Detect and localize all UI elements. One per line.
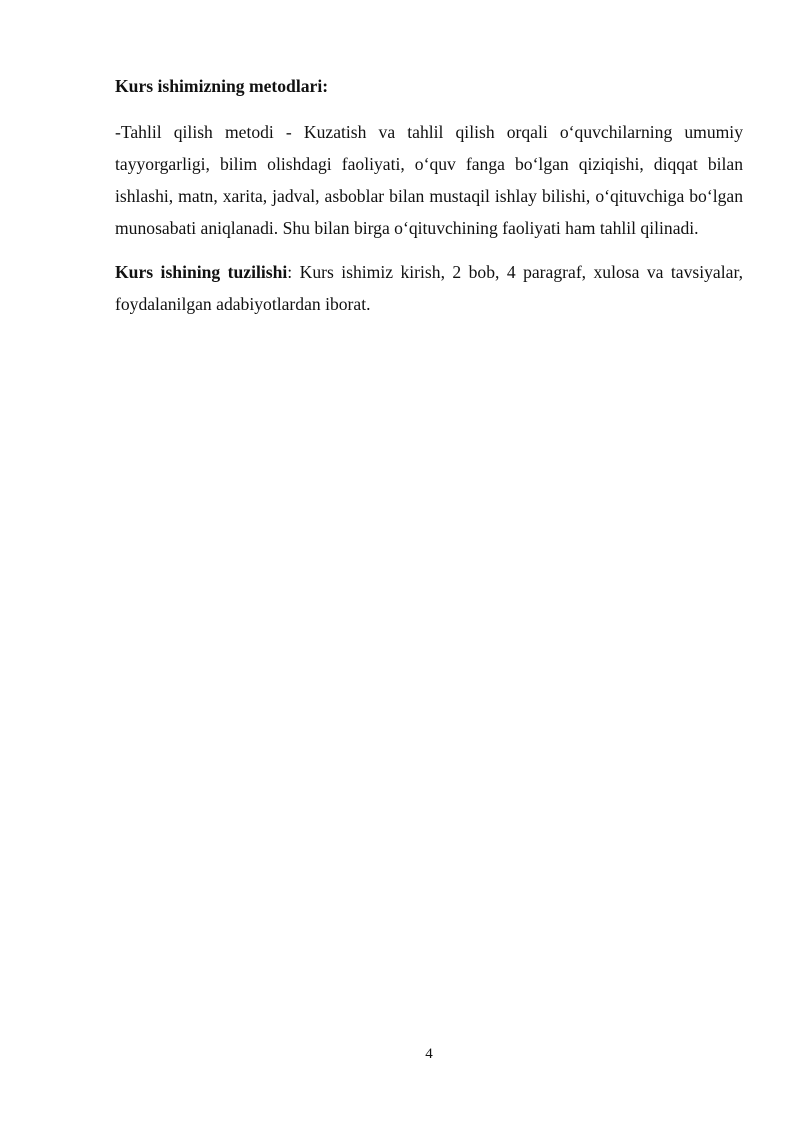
structure-paragraph [115,256,743,320]
structure-separator: : [287,262,300,282]
page-number: 4 [425,1046,433,1062]
page-content [115,70,743,332]
structure-label: Kurs ishining tuzilishi [115,262,288,282]
structure-text: Kurs ishimiz kirish, 2 bob, 4 paragraf, xulosa va tavsiyalar, foydalanilgan adabiyotlardan iborat. [115,262,743,314]
methods-paragraph: -Tahlil qilish metodi - Kuzatish va tahlil qilish orqali o‘quvchilarning umumiy tayyorgarligi, bilim olishdagi faoliyati, o‘quv fanga bo‘lgan qiziqishi, diqqat bilan ishlashi, matn, xarita, jadval, asboblar bilan mustaqil ishlay bilishi, o‘qituvchiga bo‘lgan munosabati aniqlanadi. Shu bilan birga o‘qituvchining faoliyati ham tahlil qilinadi. [115,122,743,238]
section-heading: Kurs ishimizning metodlari: [115,76,329,96]
